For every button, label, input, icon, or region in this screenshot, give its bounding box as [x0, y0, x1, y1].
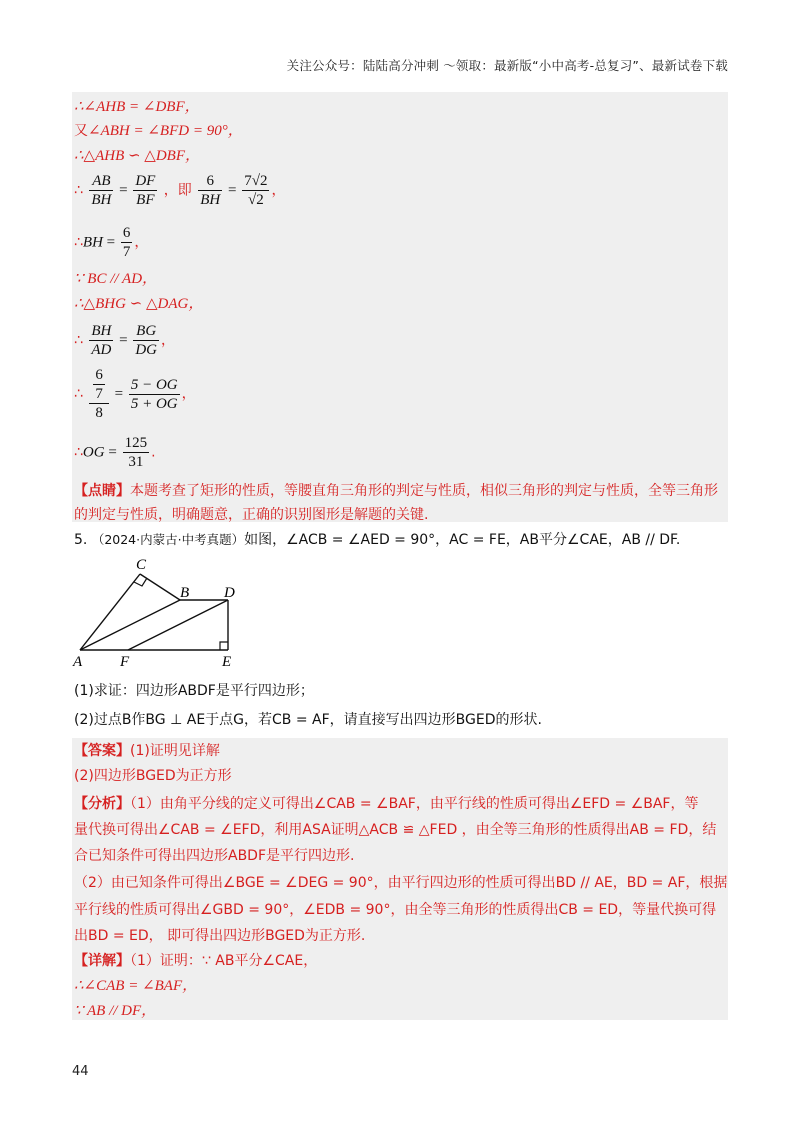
solution-line-6: ∵ BC // AD，: [74, 271, 158, 287]
detail-line-1: 【详解】（1）证明：∵ AB平分∠CAE，: [74, 953, 318, 969]
solution-line-9: ∴ $\frac{\frac{6}{7}}{8}$ = $\frac{5 - OG}{5 + OG}$ ，: [74, 367, 196, 421]
detail-line-2: ∴∠CAB = ∠BAF，: [74, 978, 198, 994]
solution-line-2: 又∠ABH = ∠BFD = 90°，: [74, 123, 243, 139]
analysis-line-5: 平行线的性质可得出∠GBD = 90°，∠EDB = 90°，由全等三角形的性质得出CB = ED，等量代换可得: [74, 902, 717, 918]
dianjing-line-2: 的判定与性质，明确题意，正确的识别图形是解题的关键.: [74, 507, 429, 523]
solution-line-7: ∴△BHG ∽ △DAG，: [74, 296, 204, 312]
solution-line-8: ∴ $\frac{BH}{AD}$ = $\frac{BG}{DG}$ ，: [74, 323, 176, 358]
question-2: (2)过点B作BG ⊥ AE于点G，若CB = AF，请直接写出四边形BGED的形状.: [74, 712, 542, 728]
label-D: D: [224, 585, 235, 601]
problem-stem: 5. （2024·内蒙古·中考真题）如图，∠ACB = ∠AED = 90°，AC = FE，AB平分∠CAE，AB // DF.: [74, 532, 681, 548]
answer-line-2: (2)四边形BGED为正方形: [74, 768, 232, 784]
page-number: 44: [72, 1064, 89, 1079]
analysis-line-2: 量代换可得出∠CAB = ∠EFD，利用ASA证明△ACB ≌ △FED ，由全等三角形的性质得出AB = FD，结: [74, 822, 717, 838]
analysis-line-1: 【分析】（1）由角平分线的定义可得出∠CAB = ∠BAF，由平行线的性质可得出∠EFD = ∠BAF，等: [74, 796, 699, 812]
geometry-figure: [72, 552, 252, 672]
analysis-line-4: （2）由已知条件可得出∠BGE = ∠DEG = 90°，由平行四边形的性质可得出BD // AE，BD = AF，根据: [74, 875, 728, 891]
question-1: (1)求证：四边形ABDF是平行四边形；: [74, 683, 314, 699]
detail-line-3: ∵ AB // DF，: [74, 1003, 157, 1019]
solution-line-3: ∴△AHB ∽ △DBF，: [74, 148, 200, 164]
solution-line-10: ∴OG = $\frac{125}{31}$ .: [74, 435, 156, 470]
solution-line-5: ∴BH = $\frac{6}{7}$ ，: [74, 225, 149, 260]
solution-line-4: ∴ $\frac{AB}{BH}$ = $\frac{DF}{BF}$ ，即 $\frac{6}{BH}$ = $\frac{7√2}{√2}$ ，: [74, 173, 286, 208]
label-B: B: [180, 585, 190, 601]
page-header: 关注公众号：陆陆高分冲刺 ～领取：最新版“小中高考-总复习”、最新试卷下载: [286, 58, 728, 73]
label-F: F: [120, 654, 130, 670]
label-C: C: [136, 557, 147, 573]
dianjing-line-1: 【点睛】本题考查了矩形的性质，等腰直角三角形的判定与性质，相似三角形的判定与性质，全等三角形: [74, 483, 718, 499]
label-A: A: [73, 654, 83, 670]
answer-line-1: 【答案】(1)证明见详解: [74, 743, 220, 759]
label-E: E: [222, 654, 232, 670]
analysis-line-3: 合已知条件可得出四边形ABDF是平行四边形.: [74, 848, 355, 864]
solution-line-1: ∴∠AHB = ∠DBF，: [74, 99, 200, 115]
analysis-line-6: 出BD = ED， 即可得出四边形BGED为正方形.: [74, 928, 366, 944]
